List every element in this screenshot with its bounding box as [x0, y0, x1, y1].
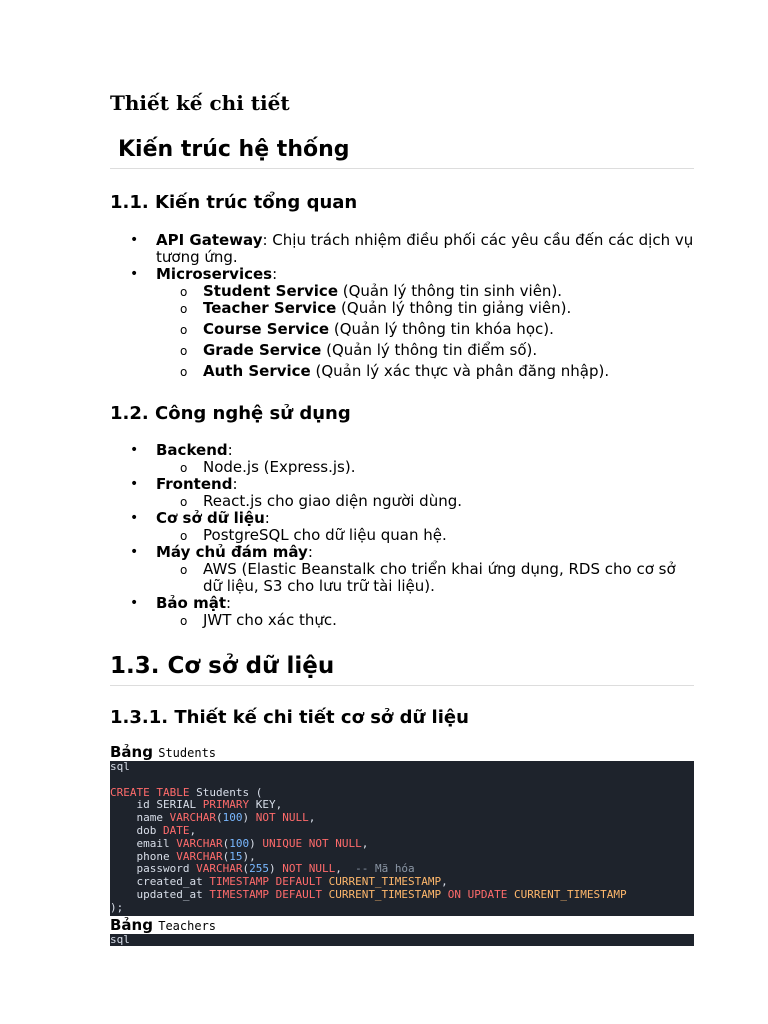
service-desc: (Quản lý thông tin giảng viên).	[336, 299, 572, 317]
service-item	[156, 283, 694, 300]
tech-term: Frontend	[156, 475, 233, 493]
tech-item-database	[110, 510, 694, 544]
tech-item-frontend	[110, 476, 694, 510]
service-desc: (Quản lý thông tin sinh viên).	[338, 282, 563, 300]
microservices-term: Microservices	[156, 265, 273, 283]
gateway-desc: : Chịu trách nhiệm điều phối các yêu cầu đến các dịch vụ tương ứng.	[156, 231, 694, 266]
tech-detail: o AWS (Elastic Beanstalk cho triển khai ứng dụng, RDS cho cơ sở dữ liệu, S3 cho lưu trữ tài liệu).	[156, 561, 694, 595]
code-token: DEFAULT	[275, 887, 322, 901]
tech-colon: :	[226, 594, 232, 612]
code-token: updated_at	[136, 887, 203, 901]
code-token: NOT NULL	[282, 862, 336, 876]
section-architecture-heading: Kiến trúc hệ thống	[110, 137, 694, 169]
tech-detail: o React.js cho giao diện người dùng.	[156, 493, 694, 510]
services-list	[156, 283, 694, 380]
tech-detail: o Node.js (Express.js).	[156, 459, 694, 476]
students-table-label	[110, 743, 216, 761]
teachers-table-label	[110, 916, 216, 934]
tech-term: Cơ sở dữ liệu	[156, 509, 265, 527]
code-token: 100	[222, 811, 243, 825]
code-token: DEFAULT	[275, 875, 322, 889]
overview-heading: 1.1. Kiến trúc tổng quan	[110, 192, 358, 213]
service-item	[156, 363, 694, 380]
tech-detail: o PostgreSQL cho dữ liệu quan hệ.	[156, 527, 694, 544]
tech-colon: :	[264, 509, 270, 527]
code-token: UNIQUE NOT NULL	[262, 836, 362, 850]
tech-item-cloud	[110, 544, 694, 595]
document-title: Thiết kế chi tiết	[110, 91, 290, 115]
students-code-block: sql CREATE TABLE Students ( id SERIAL PRIMARY KEY, name VARCHAR(100) NOT NULL, dob DATE, email VARCHAR(100) UNIQUE NOT NULL, phone VARCHAR(15), password VARCHAR(255) NOT NULL, -- Mã hóa created_at TIMESTAMP DEFAULT CURRENT_TIMESTAMP, updated_at TIMESTAMP DEFAULT CURRENT_TIMESTAMP ON UPDATE CURRENT_TIMESTAMP );	[110, 761, 694, 916]
code-token: email	[136, 836, 170, 850]
code-token: VARCHAR	[176, 836, 223, 850]
tech-colon: :	[227, 441, 233, 459]
tech-sublist	[156, 612, 694, 629]
code-token: VARCHAR	[169, 811, 216, 825]
code-token: CREATE	[110, 785, 150, 799]
tech-sublist	[156, 527, 694, 544]
service-desc: (Quản lý xác thực và phân đăng nhập).	[310, 362, 610, 380]
code-token: name	[136, 811, 163, 825]
service-name: Course Service	[203, 320, 330, 338]
service-desc: (Quản lý thông tin điểm số).	[321, 341, 538, 359]
code-token: VARCHAR	[176, 849, 223, 863]
list-item-gateway	[110, 232, 694, 266]
service-name: Teacher Service	[203, 299, 337, 317]
code-lang-label: sql	[110, 761, 130, 773]
tech-sublist	[156, 459, 694, 476]
microservices-colon: :	[272, 265, 278, 283]
tech-heading: 1.2. Công nghệ sử dụng	[110, 403, 351, 424]
tech-term: Máy chủ đám mây	[156, 543, 308, 561]
service-item	[156, 321, 694, 338]
code-token: dob	[136, 823, 157, 837]
code-token: KEY,	[255, 798, 283, 812]
overview-list	[110, 232, 694, 380]
tech-detail: o JWT cho xác thực.	[156, 612, 694, 629]
code-token: NOT NULL	[255, 811, 309, 825]
code-token: PRIMARY	[202, 798, 250, 812]
gateway-term: API Gateway	[156, 231, 263, 249]
tech-list	[110, 442, 694, 629]
section-database-heading: 1.3. Cơ sở dữ liệu	[110, 653, 694, 686]
service-item	[156, 300, 694, 317]
teachers-code-block	[110, 934, 694, 946]
code-token: TABLE	[156, 785, 190, 799]
code-comment: -- Mã hóa	[355, 862, 415, 876]
list-item-microservices	[110, 266, 694, 380]
tech-sublist	[156, 493, 694, 510]
code-token: 15	[229, 849, 243, 863]
code-token: ON UPDATE	[447, 887, 508, 901]
code-token: );	[110, 900, 124, 914]
code-token: SERIAL	[156, 798, 197, 812]
tech-sublist	[156, 561, 694, 595]
code-token: CURRENT_TIMESTAMP	[328, 875, 442, 889]
tech-colon: :	[232, 475, 238, 493]
table-name: Teachers	[158, 919, 217, 933]
code-token: CURRENT_TIMESTAMP	[514, 887, 627, 901]
code-token: created_at	[136, 875, 203, 889]
code-token: password	[136, 862, 190, 876]
code-token: Students	[196, 785, 250, 799]
tech-term: Backend	[156, 441, 228, 459]
code-token: phone	[136, 849, 170, 863]
service-item	[156, 342, 694, 359]
code-token: DATE	[163, 823, 190, 837]
code-token: id	[136, 798, 150, 812]
code-token: TIMESTAMP	[209, 875, 269, 889]
tech-colon: :	[307, 543, 313, 561]
code-token: CURRENT_TIMESTAMP	[328, 887, 442, 901]
table-label-word: Bảng	[110, 743, 153, 761]
code-token: VARCHAR	[196, 862, 243, 876]
code-lang-label: sql	[110, 934, 130, 946]
code-token: 255	[249, 862, 269, 876]
table-label-word: Bảng	[110, 916, 153, 934]
code-token: TIMESTAMP	[209, 887, 269, 901]
db-design-heading: 1.3.1. Thiết kế chi tiết cơ sở dữ liệu	[110, 707, 469, 728]
service-desc: (Quản lý thông tin khóa học).	[329, 320, 554, 338]
table-name: Students	[158, 746, 217, 760]
service-name: Student Service	[203, 282, 338, 300]
tech-item-security	[110, 595, 694, 629]
code-token: 100	[229, 836, 250, 850]
service-name: Auth Service	[203, 362, 311, 380]
service-name: Grade Service	[203, 341, 322, 359]
tech-item-backend	[110, 442, 694, 476]
code-token: (	[255, 785, 263, 799]
tech-term: Bảo mật	[156, 594, 227, 612]
